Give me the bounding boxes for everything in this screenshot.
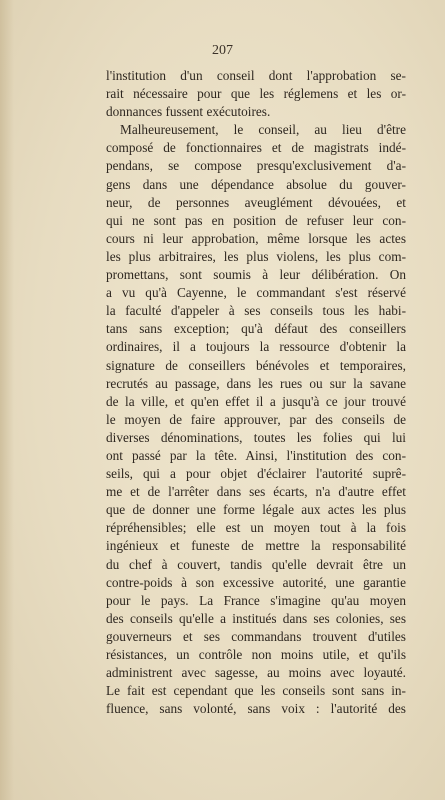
- text-line: de la ville, et qu'en effet il a jusqu'à ce jour trouvé: [106, 393, 406, 409]
- text-line: des conseils qu'elle a institués dans ses colonies, ses: [106, 610, 406, 626]
- text-line: que de donner une forme légale aux actes les plus: [106, 502, 406, 518]
- text-line: diverses dénominations, toutes les folies qui lui: [106, 429, 406, 445]
- text-line: gouverneurs et ses commandans trouvent d'utiles: [106, 628, 406, 644]
- text-line: ordinaires, il a toujours la ressource d'obtenir la: [106, 339, 406, 355]
- text-line: contre-poids à son excessive autorité, une garantie: [106, 574, 406, 590]
- text-line: l'institution d'un conseil dont l'approbation se-: [106, 68, 406, 83]
- text-line: fluence, sans volonté, sans voix : l'autorité des: [106, 701, 406, 717]
- text-line: pendans, se compose presqu'exclusivement d'a-: [106, 158, 406, 174]
- text-line: neur, de personnes aveuglément dévouées, et: [106, 194, 406, 210]
- text-line: Malheureusement, le conseil, au lieu d'être: [120, 122, 406, 138]
- text-line: composé de fonctionnaires et de magistrats indé-: [106, 140, 406, 156]
- text-line: la faculté d'appeler à ses conseils tous les habi-: [106, 303, 406, 319]
- text-line: gens dans une dépendance absolue du gouver-: [106, 176, 406, 192]
- body-text: [106, 67, 406, 718]
- page-edge-shadow: [0, 0, 14, 800]
- text-line: résistances, un contrôle non moins utile, et qu'ils: [106, 647, 406, 662]
- text-line: me et de l'arrêter dans ses écarts, n'a d'autre effet: [106, 484, 406, 500]
- text-line: recrutés au passage, dans les rues ou sur la savane: [106, 375, 406, 391]
- text-line: a vu qu'à Cayenne, le commandant s'est réservé: [106, 285, 406, 301]
- text-line: Le fait est cependant que les conseils sont sans in-: [106, 683, 406, 699]
- text-line: cours ni leur approbation, même lorsque les actes: [106, 230, 406, 246]
- text-line: tans sans exception; qu'à défaut des conseillers: [106, 321, 406, 337]
- page-number: 207: [212, 43, 233, 58]
- text-line: répréhensibles; elle est un moyen tout à la fois: [106, 520, 406, 536]
- text-line: du chef à couvert, tandis qu'elle devrait être un: [106, 556, 406, 572]
- text-line: le moyen de faire approuver, par des conseils de: [106, 411, 406, 427]
- text-line: pour le pays. La France s'imagine qu'au moyen: [106, 592, 406, 608]
- text-line: promettans, sont soumis à leur délibération. On: [106, 267, 406, 283]
- text-line: ont passé par la tête. Ainsi, l'institution des con-: [106, 447, 406, 463]
- text-line: rait nécessaire pour que les réglemens et les or-: [106, 86, 406, 102]
- text-line: administrent avec sagesse, au moins avec loyauté.: [106, 665, 406, 681]
- text-line: donnances fussent exécutoires.: [106, 104, 271, 120]
- text-line: seils, qui a pour objet d'éclairer l'autorité suprê-: [106, 466, 406, 482]
- text-line: les plus arbitraires, les plus violens, les plus com-: [106, 248, 406, 264]
- text-line: qui ne sont pas en position de refuser leur con-: [106, 212, 406, 228]
- text-line: ingénieux et funeste de mettre la responsabilité: [106, 538, 406, 554]
- text-line: signature de conseillers bénévoles et temporaires,: [106, 357, 406, 373]
